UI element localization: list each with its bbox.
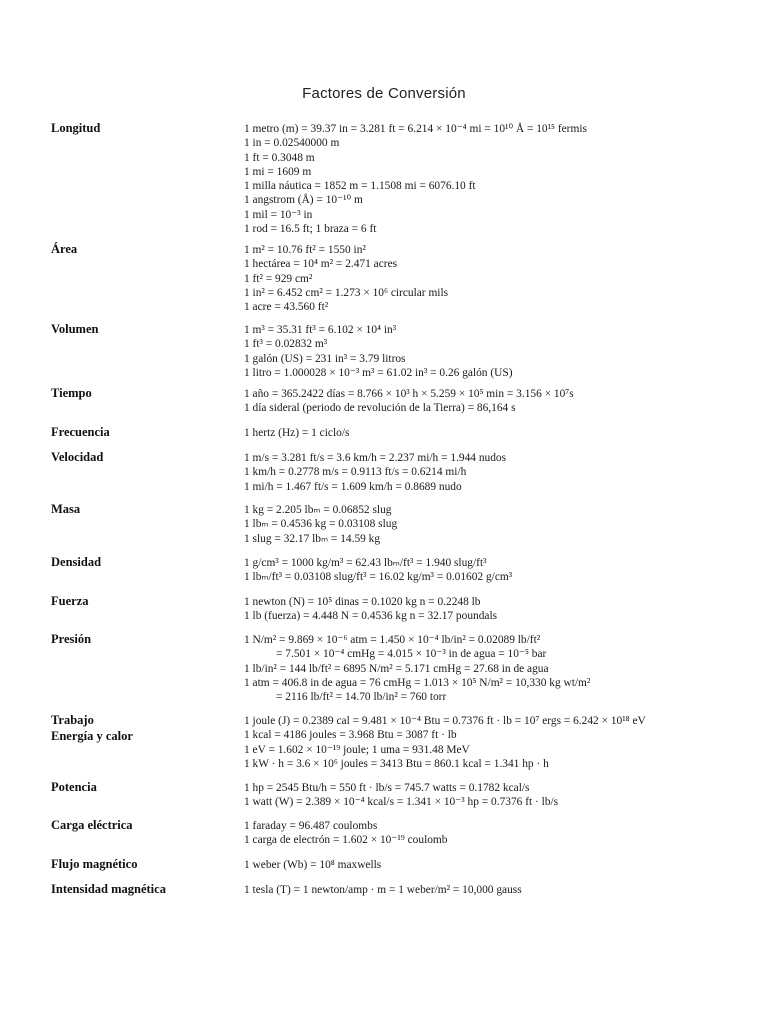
conversion-lines: [244, 556, 512, 585]
section-label: [51, 555, 101, 571]
conversion-lines: [244, 243, 448, 314]
conversion-line: 1 hp = 2545 Btu/h = 550 ft · lb/s = 745.7 watts = 0.1782 kcal/s: [244, 782, 530, 794]
conversion-lines: [244, 714, 646, 771]
conversion-line: 1 milla náutica = 1852 m = 1.1508 mi = 6076.10 ft: [244, 180, 476, 193]
section-label: [51, 322, 98, 338]
conversion-line: 1 watt (W) = 2.389 × 10⁻⁴ kcal/s = 1.341 × 10⁻³ hp = 0.7376 ft · lb/s: [244, 796, 559, 809]
section-label: [51, 121, 100, 137]
conversion-line: 1 rod = 16.5 ft; 1 braza = 6 ft: [244, 223, 377, 236]
conversion-line: 1 angstrom (Å) = 10⁻¹⁰ m: [244, 194, 363, 207]
section-label-line: Área: [51, 242, 78, 256]
conversion-line: = 2116 lb/ft² = 14.70 lb/in² = 760 torr: [276, 691, 447, 704]
conversion-line: 1 g/cm³ = 1000 kg/m³ = 62.43 lbₘ/ft³ = 1.940 slug/ft³: [244, 557, 487, 569]
conversion-lines: [244, 633, 590, 704]
section-label: [51, 632, 91, 648]
section-label: [51, 450, 103, 466]
conversion-line: 1 carga de electrón = 1.602 × 10⁻¹⁹ coulomb: [244, 834, 448, 847]
section-label: [51, 818, 133, 834]
section-label: [51, 594, 88, 610]
section-label-line: Densidad: [51, 555, 102, 569]
conversion-line: 1 newton (N) = 10⁵ dinas = 0.1020 kg n = 0.2248 lb: [244, 596, 481, 608]
conversion-line: 1 m² = 10.76 ft² = 1550 in²: [244, 244, 366, 256]
conversion-line: 1 kW · h = 3.6 × 10⁶ joules = 3413 Btu = 860.1 kcal = 1.341 hp · h: [244, 757, 549, 770]
section-label-line: Volumen: [51, 322, 99, 336]
conversion-line: 1 día sideral (periodo de revolución de la Tierra) = 86,164 s: [244, 402, 516, 415]
conversion-line: = 7.501 × 10⁻⁴ cmHg = 4.015 × 10⁻³ in de agua = 10⁻⁵ bar: [276, 648, 547, 661]
conversion-line: 1 litro = 1.000028 × 10⁻³ m³ = 61.02 in³ = 0.26 galón (US): [244, 366, 513, 379]
conversion-line: 1 in = 0.02540000 m: [244, 137, 340, 150]
conversion-line: 1 lb/in² = 144 lb/ft² = 6895 N/m² = 5.171 cmHg = 27.68 in de agua: [244, 662, 549, 675]
conversion-line: 1 km/h = 0.2778 m/s = 0.9113 ft/s = 0.6214 mi/h: [244, 466, 467, 479]
conversion-line: 1 eV = 1.602 × 10⁻¹⁹ joule; 1 uma = 931.48 MeV: [244, 743, 470, 756]
conversion-lines: [244, 122, 587, 236]
conversion-line: 1 tesla (T) = 1 newton/amp · m = 1 weber/m² = 10,000 gauss: [244, 884, 522, 896]
section-label-line: Flujo magnético: [51, 857, 138, 871]
conversion-line: 1 faraday = 96.487 coulombs: [244, 820, 378, 832]
conversion-lines: [244, 323, 513, 380]
page-title: Factores de Conversión: [302, 85, 466, 102]
conversion-lines: [244, 503, 397, 546]
conversion-line: 1 mi = 1609 m: [244, 165, 312, 178]
section-label-line: Frecuencia: [51, 425, 110, 439]
section-label-line: Longitud: [51, 121, 101, 135]
conversion-lines: [244, 883, 522, 897]
conversion-line: 1 lbₘ/ft³ = 0.03108 slug/ft³ = 16.02 kg/m³ = 0.01602 g/cm³: [244, 571, 513, 584]
section-label: [51, 780, 97, 796]
conversion-line: 1 N/m² = 9.869 × 10⁻⁶ atm = 1.450 × 10⁻⁴ lb/in² = 0.02089 lb/ft²: [244, 634, 541, 646]
section-label-line: Potencia: [51, 780, 97, 794]
conversion-line: 1 kcal = 4186 joules = 3.968 Btu = 3087 ft · lb: [244, 729, 457, 742]
section-label-line: Masa: [51, 502, 81, 516]
section-label: [51, 857, 137, 873]
conversion-line: 1 joule (J) = 0.2389 cal = 9.481 × 10⁻⁴ Btu = 0.7376 ft · lb = 10⁷ ergs = 6.242 × 10¹⁸ eV: [244, 715, 646, 727]
conversion-line: 1 metro (m) = 39.37 in = 3.281 ft = 6.214 × 10⁻⁴ mi = 10¹⁰ Å = 10¹⁵ fermis: [244, 123, 587, 135]
conversion-lines: [244, 426, 349, 440]
section-label: [51, 882, 166, 898]
section-label-line: Carga eléctrica: [51, 818, 133, 832]
conversion-line: 1 ft² = 929 cm²: [244, 272, 313, 285]
section-label-line: Trabajo: [51, 713, 94, 727]
conversion-line: 1 kg = 2.205 lbₘ = 0.06852 slug: [244, 504, 392, 516]
conversion-line: 1 hectárea = 10⁴ m² = 2.471 acres: [244, 258, 398, 271]
section-label: [51, 386, 92, 402]
conversion-line: 1 acre = 43.560 ft²: [244, 301, 329, 314]
section-label: [51, 713, 133, 744]
section-label: [51, 425, 110, 441]
conversion-line: 1 lbₘ = 0.4536 kg = 0.03108 slug: [244, 518, 398, 531]
conversion-lines: [244, 451, 506, 494]
conversion-lines: [244, 819, 448, 848]
conversion-line: 1 ft = 0.3048 m: [244, 151, 315, 164]
conversion-line: 1 weber (Wb) = 10⁸ maxwells: [244, 859, 382, 871]
conversion-line: 1 mil = 10⁻³ in: [244, 208, 313, 221]
section-label-line: Energía y calor: [51, 728, 133, 743]
conversion-line: 1 m/s = 3.281 ft/s = 3.6 km/h = 2.237 mi/h = 1.944 nudos: [244, 452, 507, 464]
conversion-line: 1 lb (fuerza) = 4.448 N = 0.4536 kg n = 32.17 poundals: [244, 610, 498, 623]
conversion-line: 1 año = 365.2422 días = 8.766 × 10³ h × 5.259 × 10⁵ min = 3.156 × 10⁷s: [244, 388, 574, 400]
section-label: [51, 242, 77, 258]
conversion-line: 1 galón (US) = 231 in³ = 3.79 litros: [244, 352, 406, 365]
section-label-line: Tiempo: [51, 386, 92, 400]
conversion-line: 1 ft³ = 0.02832 m³: [244, 338, 328, 351]
conversion-lines: [244, 595, 497, 624]
conversion-lines: [244, 858, 381, 872]
conversion-line: 1 slug = 32.17 lbₘ = 14.59 kg: [244, 532, 381, 545]
conversion-line: 1 atm = 406.8 in de agua = 76 cmHg = 1.013 × 10⁵ N/m² = 10,330 kg wt/m²: [244, 676, 591, 689]
conversion-line: 1 in² = 6.452 cm² = 1.273 × 10⁶ circular mils: [244, 286, 449, 299]
section-label-line: Presión: [51, 632, 92, 646]
section-label-line: Velocidad: [51, 450, 104, 464]
conversion-lines: [244, 781, 558, 810]
conversion-line: 1 hertz (Hz) = 1 ciclo/s: [244, 427, 350, 439]
section-label-line: Fuerza: [51, 594, 89, 608]
section-label-line: Intensidad magnética: [51, 882, 166, 896]
section-label: [51, 502, 80, 518]
conversion-line: 1 m³ = 35.31 ft³ = 6.102 × 10⁴ in³: [244, 324, 397, 336]
conversion-line: 1 mi/h = 1.467 ft/s = 1.609 km/h = 0.8689 nudo: [244, 480, 462, 493]
conversion-lines: [244, 387, 574, 416]
